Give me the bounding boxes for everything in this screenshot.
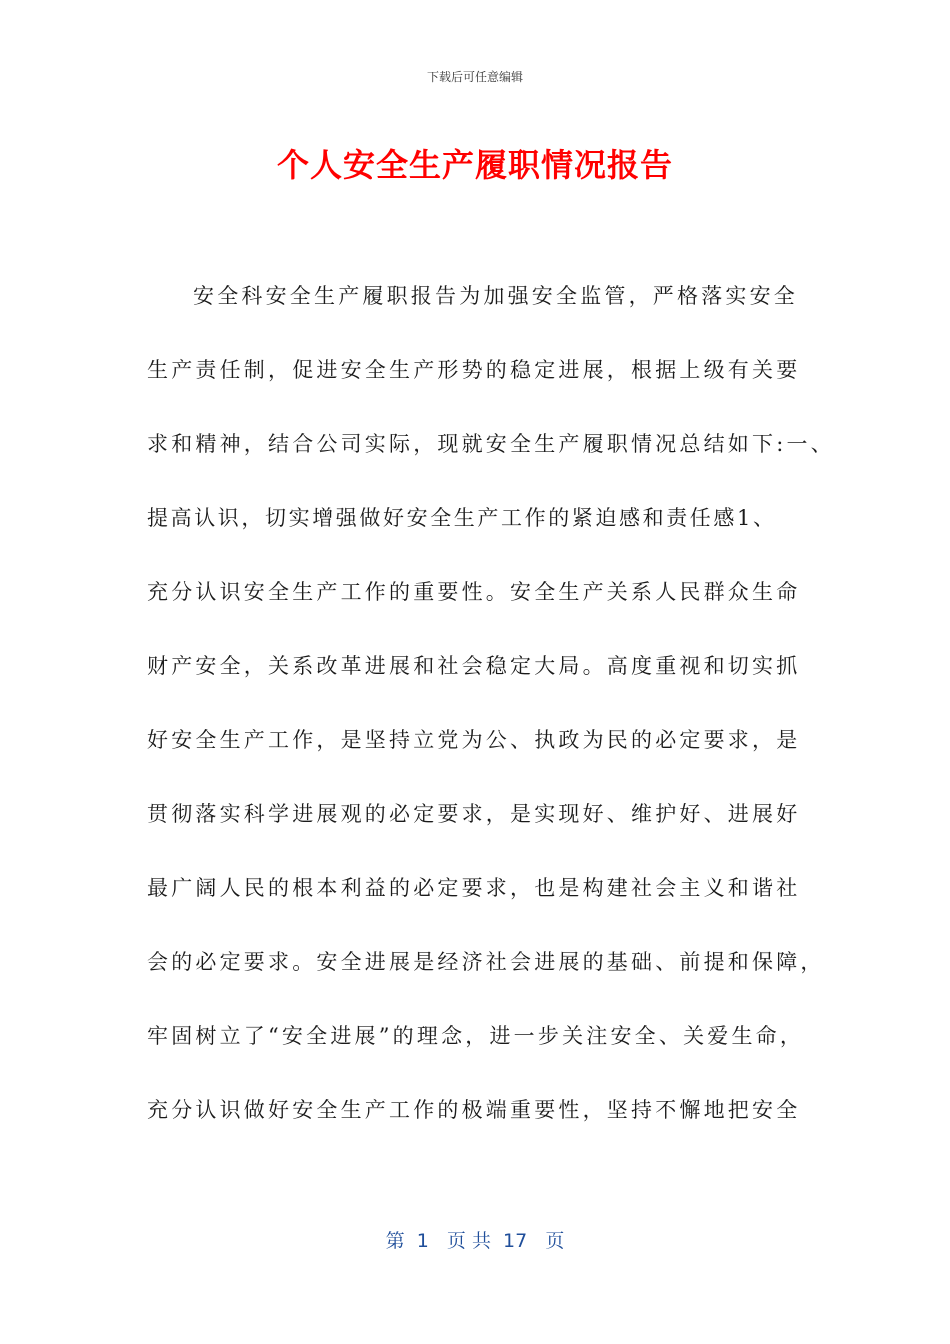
paragraph-line: 提高认识，切实增强做好安全生产工作的紧迫感和责任感1、 [147,506,777,530]
paragraph-line: 充分认识安全生产工作的重要性。安全生产关系人民群众生命 [147,580,801,604]
paragraph-line: 贯彻落实科学进展观的必定要求，是实现好、维护好、进展好 [147,802,801,826]
paragraph-line: 好安全生产工作，是坚持立党为公、执政为民的必定要求，是 [147,728,801,752]
paragraph-line: 充分认识做好安全生产工作的极端重要性，坚持不懈地把安全 [147,1098,801,1122]
paragraph-line: 安全科安全生产履职报告为加强安全监管，严格落实安全 [193,284,798,308]
page-header: 下载后可任意编辑 [426,70,523,84]
document-title: 个人安全生产履职情况报告 [276,146,673,184]
paragraph-line: 牢固树立了“安全进展”的理念，进一步关注安全、关爱生命， [147,1024,805,1048]
paragraph-line: 生产责任制，促进安全生产形势的稳定进展，根据上级有关要 [147,358,801,382]
paragraph-line: 会的必定要求。安全进展是经济社会进展的基础、前提和保障， [147,950,825,974]
page-footer: 第 1 页 共 17 页 [385,1230,565,1252]
paragraph-line: 最广阔人民的根本利益的必定要求，也是构建社会主义和谐社 [147,876,801,900]
paragraph-line: 财产安全，关系改革进展和社会稳定大局。高度重视和切实抓 [147,654,801,678]
paragraph-line: 求和精神，结合公司实际，现就安全生产履职情况总结如下:一、 [147,432,835,456]
